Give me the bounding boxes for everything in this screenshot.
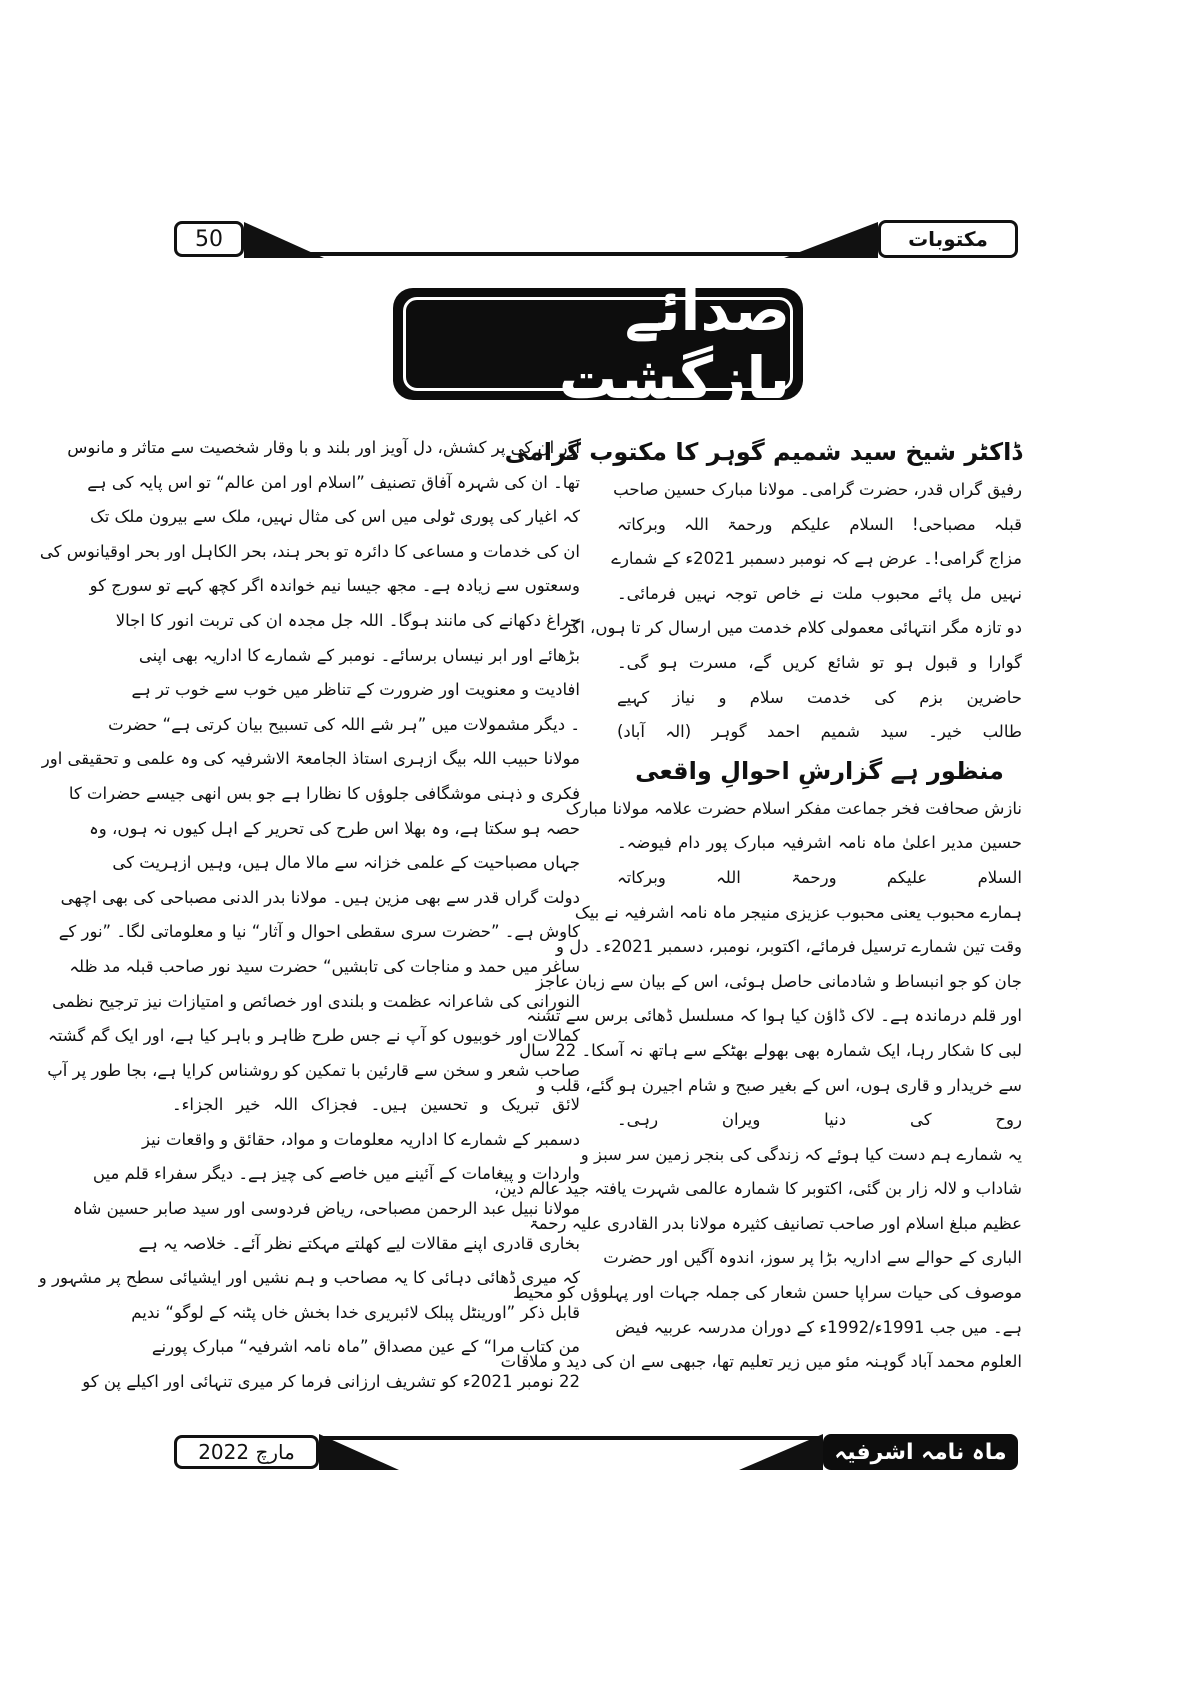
footer-rule [319, 1434, 823, 1470]
letter-text-line: کمالات اور خوبیوں کو آپ نے جس طرح ظاہر و باہر کیا ہے، اور ایک گم گشتہ [48, 1026, 580, 1046]
letter-text-line: العلوم محمد آباد گوہنہ مئو میں زیر تعلیم تھا، جبھی سے ان کی دید و ملاقات [500, 1352, 1022, 1372]
letter-text-line: افادیت و معنویت اور ضرورت کے تناظر میں خوب سے خوب تر ہے [131, 680, 580, 700]
letter-text-line: رفیق گراں قدر، حضرت گرامی۔ مولانا مبارک حسین صاحب [613, 480, 1022, 499]
letter-text-line: دسمبر کے شمارے کا اداریہ معلومات و مواد، حقائق و واقعات نیز [142, 1129, 580, 1149]
letter-text-line: سے خریدار و قاری ہوں، اس کے بغیر صبح و شام اجیرن ہو گئے، قلب و [537, 1075, 1022, 1095]
letter-text-line: من کتاب مرا“ کے عین مصداق ”ماہ نامہ اشرفیہ“ مبارک پورنے [151, 1337, 580, 1357]
letter-text-line: عظیم مبلغ اسلام اور صاحب تصانیف کثیرہ مولانا بدر القادری علیہ رحمۃ [529, 1213, 1022, 1233]
letter-text-line: ۔ دیگر مشمولات میں ”ہر شے اللہ کی تسبیح بیان کرتی ہے“ حضرت [108, 714, 580, 734]
letter-text-line: لائق تبریک و تحسین ہیں۔ فجزاک اللہ خیر الجزاء۔ [172, 1095, 580, 1115]
letter-text-line: روح کی دنیا ویران رہی۔ [617, 1110, 1022, 1130]
letter-text-line: اور قلم درماندہ ہے۔ لاک ڈاؤن کیا ہوا کہ مسلسل ڈھائی برس سے تشنہ [526, 1006, 1022, 1026]
letter-text-line: 22 نومبر 2021ء کو تشریف ارزانی فرما کر میری تنہائی اور اکیلے پن کو [82, 1372, 580, 1392]
letter-text-line: فکری و ذہنی موشگافی جلوؤں کا نظارا ہے جو بس انھی جیسے حضرات کا [68, 783, 580, 803]
letter-text-line: موصوف کی حیات سراپا حسن شعار کی جملہ جہات اور پہلوؤں کو محیط [513, 1283, 1022, 1303]
letter-text-line: شاداب و لالہ زار بن گئی، اکتوبر کا شمارہ عالمی شہرت یافتہ جید عالم دین، [494, 1179, 1022, 1199]
letter-text-line: چراغ دکھانے کی مانند ہوگا۔ اللہ جل مجدہ ان کی تربت انور کا اجالا [115, 610, 580, 630]
title-banner [393, 276, 803, 412]
section-label: مکتوبات [878, 220, 1018, 258]
letter-text-line: وسعتوں سے زیادہ ہے۔ مجھ جیسا نیم خواندہ اگر کچھ کہے تو سورج کو [89, 576, 580, 596]
header-rule [244, 222, 878, 258]
letter-text-line: تھا۔ ان کی شہرہ آفاق تصنیف ”اسلام اور امن عالم“ تو اس پایہ کی ہے [87, 472, 580, 492]
letter-text-line: جان کو جو انبساط و شادمانی حاصل ہوئی، اس کے بیان سے زبان عاجز [535, 971, 1022, 991]
letter-text-line: ساغر میں حمد و مناجات کی تابشیں“ حضرت سید نور صاحب قبلہ مد ظلہ [69, 956, 580, 976]
right-column [494, 431, 1022, 1380]
letter-text-line: قبلہ مصباحی! السلام علیکم ورحمۃ اللہ وبرکاتہ [617, 514, 1022, 534]
letter-text-line: طالب خیر۔ سید شمیم احمد گوہر (الہ آباد) [617, 722, 1022, 742]
letter-text-line: لبی کا شکار رہا، ایک شمارہ بھی بھولے بھٹکے سے ہاتھ نہ آسکا۔ 22 سال [519, 1040, 1022, 1060]
letter-text-line: وقت تین شمارے ترسیل فرمائے، اکتوبر، نومبر، دسمبر 2021ء۔ دل و [556, 937, 1022, 957]
letter-text-line: حاضرین بزم کی خدمت سلام و نیاز کہیے [617, 687, 1022, 707]
letter-heading-1: ڈاکٹر شیخ سید شمیم گوہر کا مکتوب گرامی [504, 438, 1022, 466]
letter-text-line: نہیں مل پائے محبوب ملت نے خاص توجہ نہیں فرمائی۔ [617, 583, 1022, 603]
left-column [38, 431, 580, 1400]
page-title: صدائے بازگشت [403, 297, 793, 391]
letter-text-line: کاوش ہے۔ ”حضرت سری سقطی احوال و آثار“ نیا و معلوماتی لگا۔ ”نور کے [58, 922, 580, 942]
letter-text-line: گوارا و قبول ہو تو شائع کریں گے، مسرت ہو گی۔ [617, 652, 1022, 672]
letter-text-line: کہ اغیار کی پوری ٹولی میں اس کی مثال نہیں، ملک سے بیرون ملک تک [89, 507, 580, 527]
letter-text-line: الباری کے حوالے سے اداریہ بڑا پر سوز، اندوہ آگیں اور حضرت [603, 1248, 1022, 1268]
letter-text-line: یہ شمارے ہم دست کیا ہوئے کہ زندگی کی بنجر زمین سر سبز و [580, 1144, 1022, 1164]
letter-text-line: النورانی کی شاعرانہ عظمت و بلندی اور خصائص و امتیازات نیز ترجیح نظمی [52, 991, 580, 1011]
letter-text-line: واردات و پیغامات کے آئینے میں خاصے کی چیز ہے۔ دیگر سفراء قلم میں [92, 1164, 580, 1184]
letter-text-line: ہمارے محبوب یعنی محبوب عزیزی منیجر ماہ نامہ اشرفیہ نے بیک [574, 902, 1022, 922]
letter-text-line: ان کی خدمات و مساعی کا دائرہ تو بحر ہند، بحر الکاہل اور بحر اوقیانوس کی [39, 541, 580, 561]
letter-text-line: دو تازہ مگر انتہائی معمولی کلام خدمت میں ارسال کر تا ہوں، اگر [563, 618, 1022, 638]
letter-text-line: مولانا حبیب اللہ بیگ ازہری استاذ الجامعۃ الاشرفیہ کی وہ علمی و تحقیقی اور [41, 749, 580, 769]
magazine-name: ماہ نامہ اشرفیہ [823, 1434, 1018, 1470]
letter-text-line: صاحب شعر و سخن سے قارئین با تمکین کو روشناس کرایا ہے، بجا طور پر آپ [47, 1060, 580, 1080]
letter-text-line: دولت گراں قدر سے بھی مزین ہیں۔ مولانا بدر الدنی مصباحی کی بھی اچھی [60, 887, 580, 907]
letter-text-line: مزاج گرامی!۔ عرض ہے کہ نومبر دسمبر 2021ء کے شمارے [611, 549, 1022, 569]
letter-text-line: مولانا نبیل عبد الرحمن مصباحی، ریاض فردوسی اور سید صابر حسین شاہ [72, 1199, 580, 1219]
letter-text-line: اور ان کی پر کشش، دل آویز اور بلند و با وقار شخصیت سے متاثر و مانوس [67, 438, 580, 457]
letter-text-line: نازش صحافت فخر جماعت مفکر اسلام حضرت علامہ مولانا مبارک [565, 798, 1022, 818]
letter-text-line: بڑھائے اور ابر نیساں برسائے۔ نومبر کے شمارے کا اداریہ بھی اپنی [138, 645, 580, 665]
letter-text-line: ہے۔ میں جب 1991ء/1992ء کے دوران مدرسہ عربیہ فیض [615, 1317, 1022, 1337]
issue-date: مارچ 2022 [174, 1435, 319, 1469]
page-number: 50 [174, 221, 244, 257]
letter-text-line: بخاری قادری اپنے مقالات لیے کھلتے مہکتے نظر آئے۔ خلاصہ یہ ہے [138, 1233, 580, 1253]
letter-text-line: کہ میری ڈھائی دہائی کا یہ مصاحب و ہم نشیں اور ایشیائی سطح پر مشہور و [38, 1268, 580, 1288]
letter-text-line: حسین مدیر اعلیٰ ماہ نامہ اشرفیہ مبارک پور دام فیوضہ۔ [617, 833, 1022, 853]
letter-text-line: السلام علیکم ورحمۃ اللہ وبرکاتہ [617, 867, 1022, 887]
letter-heading-2: منظور ہے گزارشِ احوالِ واقعی [635, 756, 1004, 785]
letter-text-line: جہاں مصباحیت کے علمی خزانہ سے مالا مال ہیں، وہیں ازہریت کی [112, 853, 580, 873]
letter-text-line: حصہ ہو سکتا ہے، وہ بھلا اس طرح کی تحریر کے اہل کیوں نہ ہوں، وہ [89, 818, 580, 838]
letter-text-line: قابل ذکر ”اورینٹل پبلک لائبریری خدا بخش خاں پٹنہ کے لوگو“ ندیم [131, 1302, 580, 1322]
